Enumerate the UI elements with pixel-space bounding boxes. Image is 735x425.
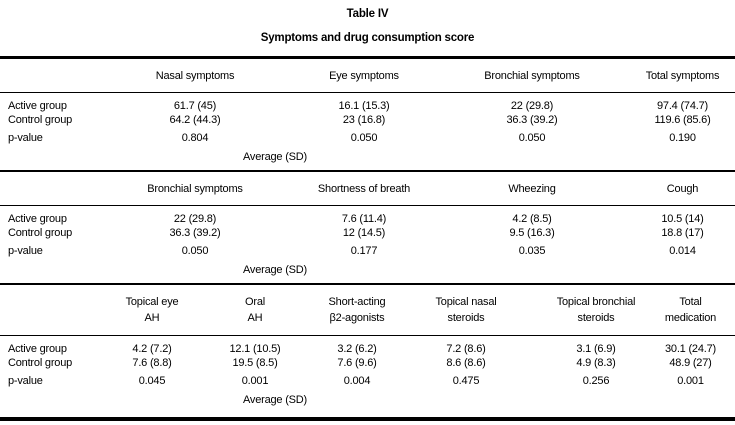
cell-value: 0.001 [677,375,704,387]
cell-value: 8.6 (8.6) [446,357,486,369]
cell-value: 4.2 (8.5) [512,213,552,225]
rule-bottom [0,417,735,421]
cell-value: 12.1 (10.5) [229,343,281,355]
row-label: Active group [8,213,67,225]
column-header: Total symptoms [630,59,735,93]
average-note: Average (SD) [242,151,308,163]
cell-value: 119.6 (85.6) [654,114,711,126]
cell-value: 16.1 (15.3) [338,100,390,112]
section-symptoms-table [0,59,735,146]
cell-value: 7.2 (8.6) [446,343,486,355]
section-medication-table [0,285,735,389]
cell-value: 0.190 [669,132,696,144]
section-1-header-row [0,59,735,93]
cell-value: 0.050 [350,132,378,144]
column-header: Topical nasal steroids [416,285,516,336]
row-label: p-value [8,375,43,387]
cell-value: 0.050 [181,245,209,257]
column-header: Wheezing [467,172,597,206]
column-header: Nasal symptoms [130,59,260,93]
row-label: Active group [8,343,67,355]
column-header: Short-acting β2-agonists [306,285,408,336]
table-row [0,356,735,370]
cell-value: 0.045 [138,375,166,387]
section-bronchial-table [0,172,735,259]
cell-value: 0.256 [582,375,610,387]
section-2-header-row [0,172,735,206]
column-header: Eye symptoms [299,59,429,93]
cell-value: 97.4 (74.7) [656,100,708,112]
cell-value: 61.7 (45) [173,100,217,112]
cell-value: 48.9 (27) [669,357,712,369]
row-label: Control group [8,227,73,239]
cell-value: 7.6 (9.6) [337,357,377,369]
cell-value: 0.475 [452,375,480,387]
table-row [0,212,735,226]
table-title-block [0,0,735,45]
row-label: Control group [8,114,73,126]
table-row [0,127,735,146]
cell-value: 3.1 (6.9) [576,343,616,355]
table-subtitle: Symptoms and drug consumption score [260,32,475,44]
cell-value: 0.050 [518,132,546,144]
cell-value: 4.2 (7.2) [132,343,172,355]
cell-value: 7.6 (8.8) [132,357,172,369]
column-header: Cough [630,172,735,206]
cell-value: 64.2 (44.3) [169,114,221,126]
cell-value: 30.1 (24.7) [664,343,716,355]
cell-value: 0.001 [241,375,269,387]
cell-value: 10.5 (14) [661,213,704,225]
cell-value: 0.035 [518,245,546,257]
cell-value: 36.3 (39.2) [506,114,558,126]
cell-value: 23 (16.8) [342,114,386,126]
table-row [0,370,735,389]
column-header: Topical eye AH [100,285,204,336]
cell-value: 0.004 [343,375,371,387]
cell-value: 4.9 (8.3) [576,357,616,369]
average-note: Average (SD) [242,264,308,276]
cell-value: 0.177 [350,245,378,257]
cell-value: 3.2 (6.2) [337,343,377,355]
table-title: Table IV [346,8,389,20]
table-row [0,226,735,240]
table-row [0,342,735,356]
row-label: Control group [8,357,73,369]
cell-value: 12 (14.5) [342,227,386,239]
row-label: p-value [8,245,43,257]
section-3-header-row [0,285,735,336]
cell-value: 7.6 (11.4) [341,213,387,225]
column-header: Total medication [646,285,735,336]
row-label: p-value [8,132,43,144]
column-header: Bronchial symptoms [467,59,597,93]
cell-value: 22 (29.8) [173,213,217,225]
average-note: Average (SD) [242,394,308,406]
cell-value: 22 (29.8) [510,100,554,112]
table-row [0,240,735,259]
column-header: Shortness of breath [299,172,429,206]
cell-value: 9.5 (16.3) [509,227,555,239]
cell-value: 0.804 [181,132,209,144]
column-header: Oral AH [204,285,306,336]
column-header: Topical bronchial steroids [546,285,646,336]
table-row [0,99,735,113]
row-label: Active group [8,100,67,112]
cell-value: 18.8 (17) [661,227,704,239]
cell-value: 19.5 (8.5) [232,357,278,369]
table-row [0,113,735,127]
cell-value: 36.3 (39.2) [169,227,221,239]
column-header: Bronchial symptoms [130,172,260,206]
cell-value: 0.014 [669,245,696,257]
